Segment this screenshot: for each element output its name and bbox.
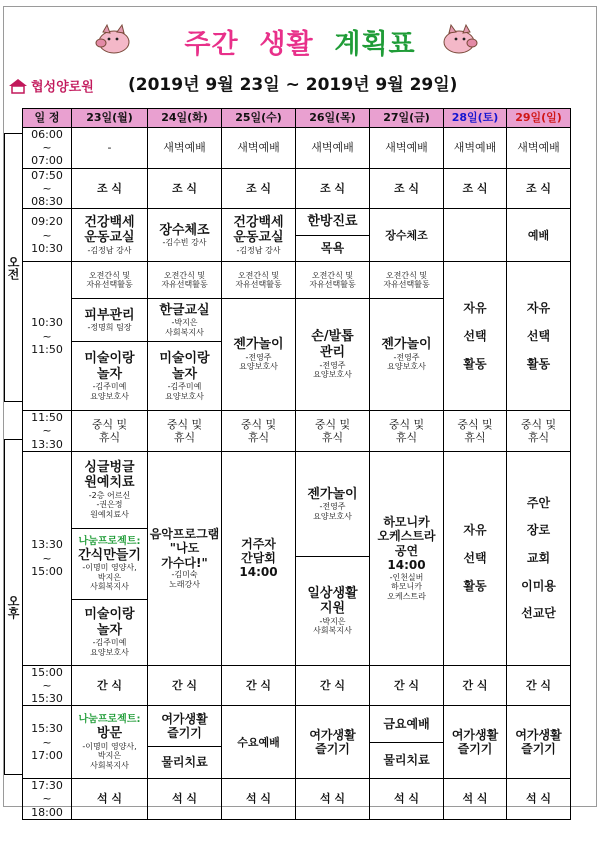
cell-sun: 간 식 xyxy=(507,665,571,706)
col-thu: 26일(목) xyxy=(296,109,370,128)
row-dinner xyxy=(23,779,571,820)
cell-fri: 조 식 xyxy=(370,168,444,209)
schedule-table xyxy=(22,108,571,820)
cell-fri: 장수체조 xyxy=(370,209,444,262)
row-dawn xyxy=(23,128,571,169)
cell-fri: 하모니카 오케스트라 공연 14:00 -인천실버 하모니카 오케스트라 xyxy=(370,451,444,665)
cell-thu: 중식 및 휴식 xyxy=(296,411,370,452)
cell-wed: 건강백세 운동교실 -김정남 강사 xyxy=(222,209,296,262)
cell-sun: 자유 선택 활동 xyxy=(507,262,571,411)
col-wed: 25일(수) xyxy=(222,109,296,128)
cell-tue: 오전간식 및 자유선택활동 한글교실 -박지은 사회복지사 미술이랑 놀자 -김주미예 요양보호사 xyxy=(148,262,222,411)
cell-fri: 금요예배 물리치료 xyxy=(370,706,444,779)
cell-mon: 중식 및 휴식 xyxy=(72,411,148,452)
cell-tue: 새벽예배 xyxy=(148,128,222,169)
cell-sat: 새벽예배 xyxy=(444,128,507,169)
cell-fri: 간 식 xyxy=(370,665,444,706)
cell-tue: 중식 및 휴식 xyxy=(148,411,222,452)
cell-mon: 석 식 xyxy=(72,779,148,820)
cell-wed: 수요예배 xyxy=(222,706,296,779)
cell-thu: 새벽예배 xyxy=(296,128,370,169)
pm-label: 오후 xyxy=(4,439,23,775)
row-morning-1 xyxy=(23,209,571,262)
col-sat: 28일(토) xyxy=(444,109,507,128)
cell-fri: 새벽예배 xyxy=(370,128,444,169)
cell-sun: 중식 및 휴식 xyxy=(507,411,571,452)
col-mon: 23일(월) xyxy=(72,109,148,128)
cell-thu: 간 식 xyxy=(296,665,370,706)
cell-sun: 새벽예배 xyxy=(507,128,571,169)
cell-mon: 나눔프로젝트: 방문 -이명미 영양사, 박지은 사회복지사 xyxy=(72,706,148,779)
row-snack xyxy=(23,665,571,706)
cell-sat: 자유 선택 활동 xyxy=(444,451,507,665)
cell-mon: 싱글벙글 원예치료 -2층 어르신 -권은정 원예치료사 나눔프로젝트: 간식만들기 -이명미 영양사, 박지은 사회복지사 미술이랑 놀자 -김주미예 요양보호사 xyxy=(72,451,148,665)
cell-tue: 음악프로그램 "나도 가수다!" -김미숙 노래강사 xyxy=(148,451,222,665)
row-morning-2 xyxy=(23,262,571,411)
cell-mon: 건강백세 운동교실 -김정남 강사 xyxy=(72,209,148,262)
title-part-3: 계획표 xyxy=(334,29,416,60)
cell-wed: 중식 및 휴식 xyxy=(222,411,296,452)
cell-wed: 조 식 xyxy=(222,168,296,209)
cell-sat: 조 식 xyxy=(444,168,507,209)
cell-thu: 오전간식 및 자유선택활동 손/발톱 관리 -전영주 요양보호사 xyxy=(296,262,370,411)
cell-fri: 중식 및 휴식 xyxy=(370,411,444,452)
am-label: 오전 xyxy=(4,133,23,402)
cell-mon: - xyxy=(72,128,148,169)
cell-sat: 중식 및 휴식 xyxy=(444,411,507,452)
cell-thu: 여가생활 즐기기 xyxy=(296,706,370,779)
row-afternoon xyxy=(23,451,571,665)
cell-thu: 한방진료 목욕 xyxy=(296,209,370,262)
cell-thu: 조 식 xyxy=(296,168,370,209)
cell-mon: 조 식 xyxy=(72,168,148,209)
time-cell: 06:00 ~ 07:00 xyxy=(23,128,72,169)
cell-tue: 조 식 xyxy=(148,168,222,209)
cell-sat: 석 식 xyxy=(444,779,507,820)
time-cell: 13:30 ~ 15:00 xyxy=(23,451,72,665)
page-title xyxy=(0,22,600,61)
cell-fri: 석 식 xyxy=(370,779,444,820)
row-breakfast xyxy=(23,168,571,209)
time-cell: 15:00 ~ 15:30 xyxy=(23,665,72,706)
cell-sun: 조 식 xyxy=(507,168,571,209)
cell-wed: 간 식 xyxy=(222,665,296,706)
cell-tue: 여가생활 즐기기 물리치료 xyxy=(148,706,222,779)
time-cell: 07:50 ~ 08:30 xyxy=(23,168,72,209)
cell-sat: 자유 선택 활동 xyxy=(444,262,507,411)
cell-thu: 석 식 xyxy=(296,779,370,820)
logo-text: 협성양로원 xyxy=(31,80,94,95)
cell-sat: 간 식 xyxy=(444,665,507,706)
cell-thu: 젠가놀이 -전영주 요양보호사 일상생활 지원 -박지은 사회복지사 xyxy=(296,451,370,665)
col-tue: 24일(화) xyxy=(148,109,222,128)
header-row xyxy=(23,109,571,128)
cell-wed: 석 식 xyxy=(222,779,296,820)
house-icon xyxy=(8,78,28,94)
col-fri: 27일(금) xyxy=(370,109,444,128)
time-cell: 15:30 ~ 17:00 xyxy=(23,706,72,779)
time-cell: 10:30 ~ 11:50 xyxy=(23,262,72,411)
col-sun: 29일(일) xyxy=(507,109,571,128)
cell-wed: 거주자 간담회 14:00 xyxy=(222,451,296,665)
title-part-1: 주간 xyxy=(184,29,239,60)
cell-tue: 간 식 xyxy=(148,665,222,706)
cell-sat: 여가생활 즐기기 xyxy=(444,706,507,779)
cell-wed: 새벽예배 xyxy=(222,128,296,169)
cell-wed: 오전간식 및 자유선택활동 젠가놀이 -전영주 요양보호사 xyxy=(222,262,296,411)
time-cell: 09:20 ~ 10:30 xyxy=(23,209,72,262)
cell-sun: 석 식 xyxy=(507,779,571,820)
row-lunch xyxy=(23,411,571,452)
date-range: (2019년 9월 23일 ~ 2019년 9월 29일) xyxy=(128,75,458,95)
cell-fri: 오전간식 및 자유선택활동 젠가놀이 -전영주 요양보호사 xyxy=(370,262,444,411)
col-label: 일 정 xyxy=(23,109,72,128)
logo xyxy=(8,76,94,95)
row-late-afternoon xyxy=(23,706,571,779)
title-part-2: 생활 xyxy=(259,29,314,60)
cell-sun: 여가생활 즐기기 xyxy=(507,706,571,779)
time-cell: 11:50 ~ 13:30 xyxy=(23,411,72,452)
cell-sat xyxy=(444,209,507,262)
cell-mon: 오전간식 및 자유선택활동 피부관리 -정명희 팀장 미술이랑 놀자 -김주미예 요양보호사 xyxy=(72,262,148,411)
cell-tue: 석 식 xyxy=(148,779,222,820)
cell-mon: 간 식 xyxy=(72,665,148,706)
cell-sun: 예배 xyxy=(507,209,571,262)
cell-tue: 장수체조 -김수빈 강사 xyxy=(148,209,222,262)
time-cell: 17:30 ~ 18:00 xyxy=(23,779,72,820)
cell-sun: 주안 장로 교회 이미용 선교단 xyxy=(507,451,571,665)
